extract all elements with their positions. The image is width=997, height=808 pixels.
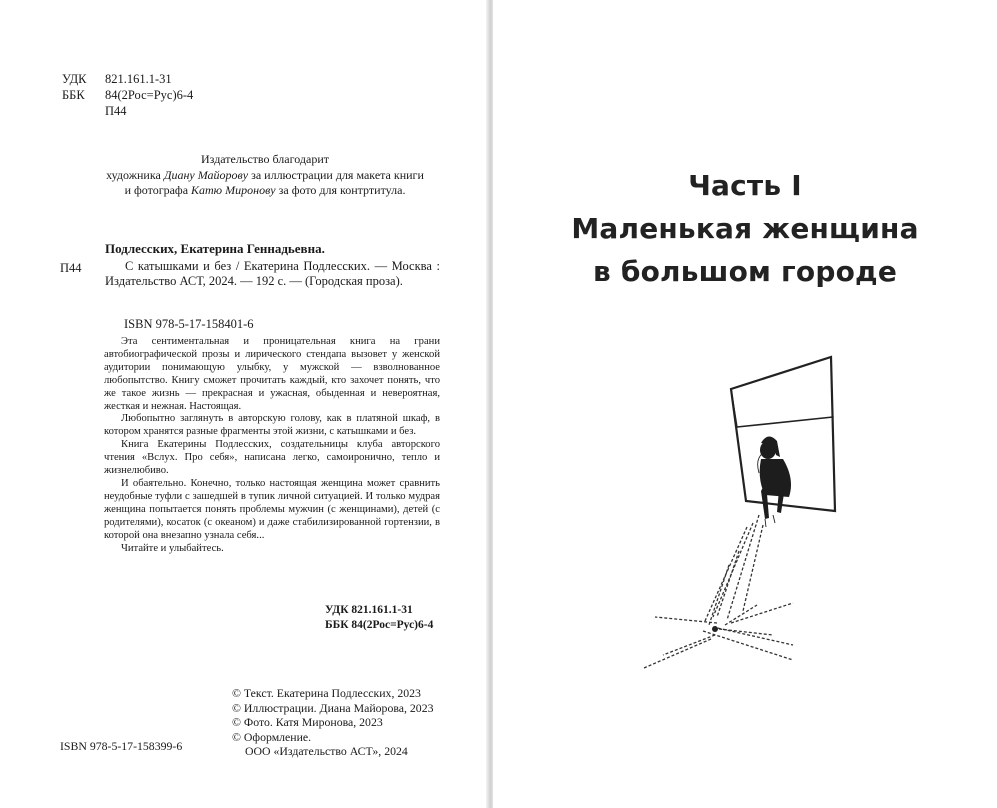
bbk-row [62,88,193,103]
author-mark: П44 [105,104,127,118]
udc-value: 821.161.1-31 [105,72,172,86]
copyright-line: © Текст. Екатерина Подлесских, 2023 [232,686,421,700]
isbn-bottom: ISBN 978-5-17-158399-6 [60,739,183,753]
isbn-main: ISBN 978-5-17-158401-6 [124,317,254,331]
annotation-paragraph: И обаятельно. Конечно, только настоящая женщина может сравнить неудобные туфли с зашедшей в тупик личной ситуацией. И только мудрая женщина попытается понять проблемы мужчин (с женщинами), детей (с родителями), косаток (с океаном) и даже стабилизированной гортензии, в которой она внезапно узнала себя... [104,477,440,541]
annotation-paragraph: Любопытно заглянуть в авторскую голову, как в платяной шкаф, в котором хранятся разные фрагменты этой жизни, с катышками и без. [104,413,440,438]
part-title-line: Маленькая женщина [571,212,919,245]
author-heading: Подлесских, Екатерина Геннадьевна. [105,241,325,256]
copyright-line: © Фото. Катя Миронова, 2023 [232,715,383,729]
annotation-paragraph: Читайте и улыбайтесь. [121,542,224,554]
udc-label: УДК [62,72,87,86]
copyright-block [232,686,434,759]
copyright-line: © Оформление. [232,729,312,744]
falling-text-lines [643,515,793,671]
bibliographic-description: С катышками и без / Екатерина Подлесских. — Москва : Издательство АСТ, 2024. — 192 с. — (Городская проза). [105,259,440,289]
part-title-line: в большом городе [592,255,898,288]
bbk-value: 84(2Рос=Рус)6-4 [105,88,194,102]
convergence-point [712,626,718,632]
author-mark-2: П44 [60,261,82,275]
copyright-line: © Иллюстрации. Диана Майорова, 2023 [232,700,434,715]
annotation-paragraph: Эта сентиментальная и проницательная книга на грани автобиографической прозы и лирического стендапа вызовет у женской аудитории понимающую улыбку, у мужской — взволнованное любопытство. Книгу сможет прочитать каждый, кто захочет понять, что же такое жизнь — прекрасная и ужасная, обыденная и невероятная, жесткая и нежная. Настоящая. [104,336,440,412]
annotation [104,336,440,555]
right-page [493,0,997,808]
bbk-label: ББК [62,88,85,102]
acknowledgment-line-3: и фотографа Катю Миронову за фото для контртитула. [124,183,406,197]
udc-footer: УДК 821.161.1-31 [325,604,413,616]
bbk-footer: ББК 84(2Рос=Рус)6-4 [325,619,434,631]
udc-row [62,72,172,87]
acknowledgment-line-1: Издательство благодарит [201,152,329,166]
part-title [493,164,997,293]
woman-in-window-illustration [643,355,843,680]
part-title-line: Часть I [688,169,802,202]
illustrator-name: Диану Майорову [163,167,249,182]
left-page [0,0,489,808]
annotation-paragraph: Книга Екатерины Подлесских, создательницы клуба авторского чтения «Вслух. Про себя», написана легко, самоиронично, тепло и жизнелюбиво. [104,439,440,477]
photographer-name: Катю Миронову [191,183,276,197]
copyright-line: ООО «Издательство АСТ», 2024 [245,744,408,758]
acknowledgment-line-2: художника Диану Майорову за иллюстрации для макета книги [106,167,424,182]
acknowledgment [60,152,470,199]
